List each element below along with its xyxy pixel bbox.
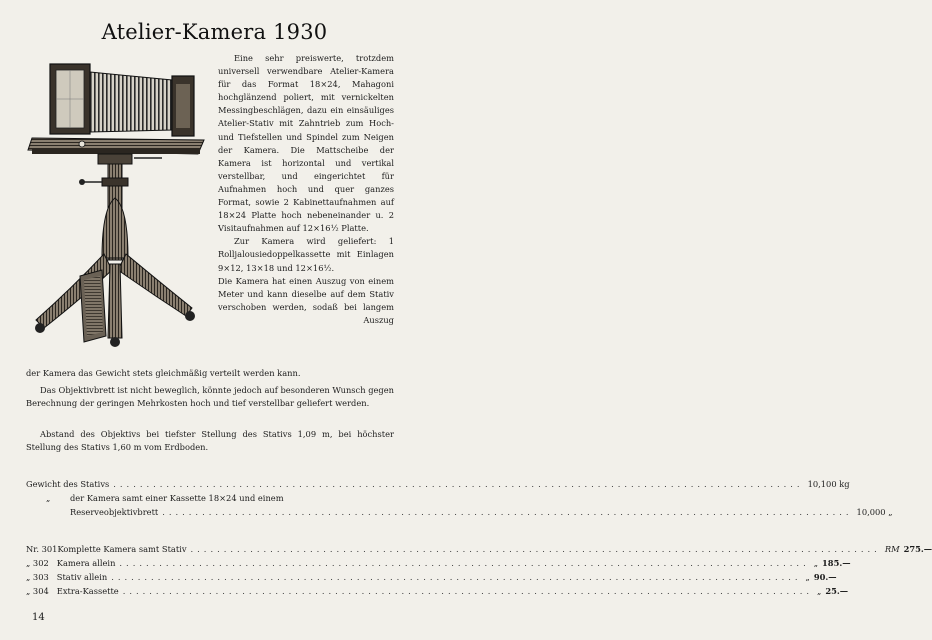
dot-leader: ........................................................................................................ bbox=[122, 586, 814, 596]
camera-illustration bbox=[22, 58, 218, 354]
dot-leader: ........................................................................................................ bbox=[190, 544, 881, 554]
ditto-mark: „ bbox=[46, 493, 51, 503]
extension-continuation: der Kamera das Gewicht stets gleichmäßig verteilt werden kann. bbox=[26, 368, 301, 378]
weight-row-camera-line2 bbox=[70, 506, 893, 520]
item-number: „ 303 bbox=[26, 572, 49, 582]
lens-height-paragraph: Abstand des Objektivs bei tiefster Stellung des Stativs 1,09 m, bei höchster Stellung des Stativs 1,60 m vom Erdboden. bbox=[26, 429, 394, 453]
item-label: Extra-Kassette bbox=[56, 586, 119, 596]
dot-leader: ........................................................................................................ bbox=[162, 507, 853, 517]
item-price: 275.— bbox=[903, 544, 932, 554]
currency-mark: „ bbox=[817, 586, 822, 596]
item-label: Stativ allein bbox=[56, 572, 108, 582]
delivery-paragraph: Zur Kamera wird geliefert: 1 Rolljalousiedoppelkassette mit Einlagen 9×12, 13×18 und 12×16½. bbox=[218, 236, 394, 273]
weight-label: der Kamera samt einer Kassette 18×24 und einem bbox=[70, 493, 284, 503]
description-paragraph: Eine sehr preiswerte, trotzdem universell verwendbare Atelier-Kamera für das Format 18×24, Mahagoni hochglänzend poliert, mit vernickelten Messingbeschlägen, dazu ein einsäuliges Atelier-Stativ mit Zahntrieb zum Hoch- und Tiefstellen und Spindel zum Neigen der Kamera. Die Mattscheibe der Kamera ist horizontal und vertikal verstellbar, und eingerichtet für Aufnahmen hoch und quer ganzes Format, sowie 2 Kabinettaufnahmen auf 18×24 Platte hoch nebeneinander u. 2 Visitaufnahmen auf 12×16½ Platte. bbox=[218, 53, 394, 234]
item-label: Komplette Kamera samt Stativ bbox=[57, 544, 187, 554]
weight-row-stand bbox=[26, 478, 850, 492]
item-number: Nr. 301 bbox=[26, 544, 58, 554]
page-title: Atelier-Kamera 1930 bbox=[101, 20, 328, 44]
currency-mark: „ bbox=[813, 558, 819, 568]
description-column bbox=[218, 52, 394, 327]
price-row bbox=[26, 557, 851, 571]
extension-paragraph: Die Kamera hat einen Auszug von einem Meter und kann dieselbe auf dem Stativ verschoben werden, sodaß bei langem Auszug bbox=[218, 275, 394, 325]
weight-row-camera-line1 bbox=[46, 492, 394, 506]
item-price: 90.— bbox=[813, 572, 837, 582]
price-row bbox=[26, 585, 849, 599]
item-price: 185.— bbox=[822, 558, 851, 568]
weight-value: 10,000 „ bbox=[856, 507, 893, 517]
item-number: „ 302 bbox=[26, 558, 49, 568]
dot-leader: ........................................................................................................ bbox=[111, 572, 802, 582]
price-row bbox=[26, 543, 932, 557]
item-price: 25.— bbox=[825, 586, 849, 596]
page-number: 14 bbox=[32, 612, 45, 623]
price-row bbox=[26, 571, 837, 585]
item-number: „ 304 bbox=[26, 586, 49, 596]
weight-label: Gewicht des Stativs bbox=[26, 479, 110, 489]
dot-leader: ........................................................................................................ bbox=[113, 479, 804, 489]
lensboard-paragraph: Das Objektivbrett ist nicht beweglich, könnte jedoch auf besonderen Wunsch gegen Berechnung der geringen Mehrkosten hoch und tief verstellbar geliefert werden. bbox=[26, 385, 394, 409]
weight-label: Reserveobjektivbrett bbox=[70, 507, 159, 517]
currency-mark: RM bbox=[884, 544, 900, 554]
weight-value: 10,100 kg bbox=[807, 479, 850, 489]
dot-leader: ........................................................................................................ bbox=[119, 558, 810, 568]
item-label: Kamera allein bbox=[56, 558, 116, 568]
currency-mark: „ bbox=[805, 572, 810, 582]
